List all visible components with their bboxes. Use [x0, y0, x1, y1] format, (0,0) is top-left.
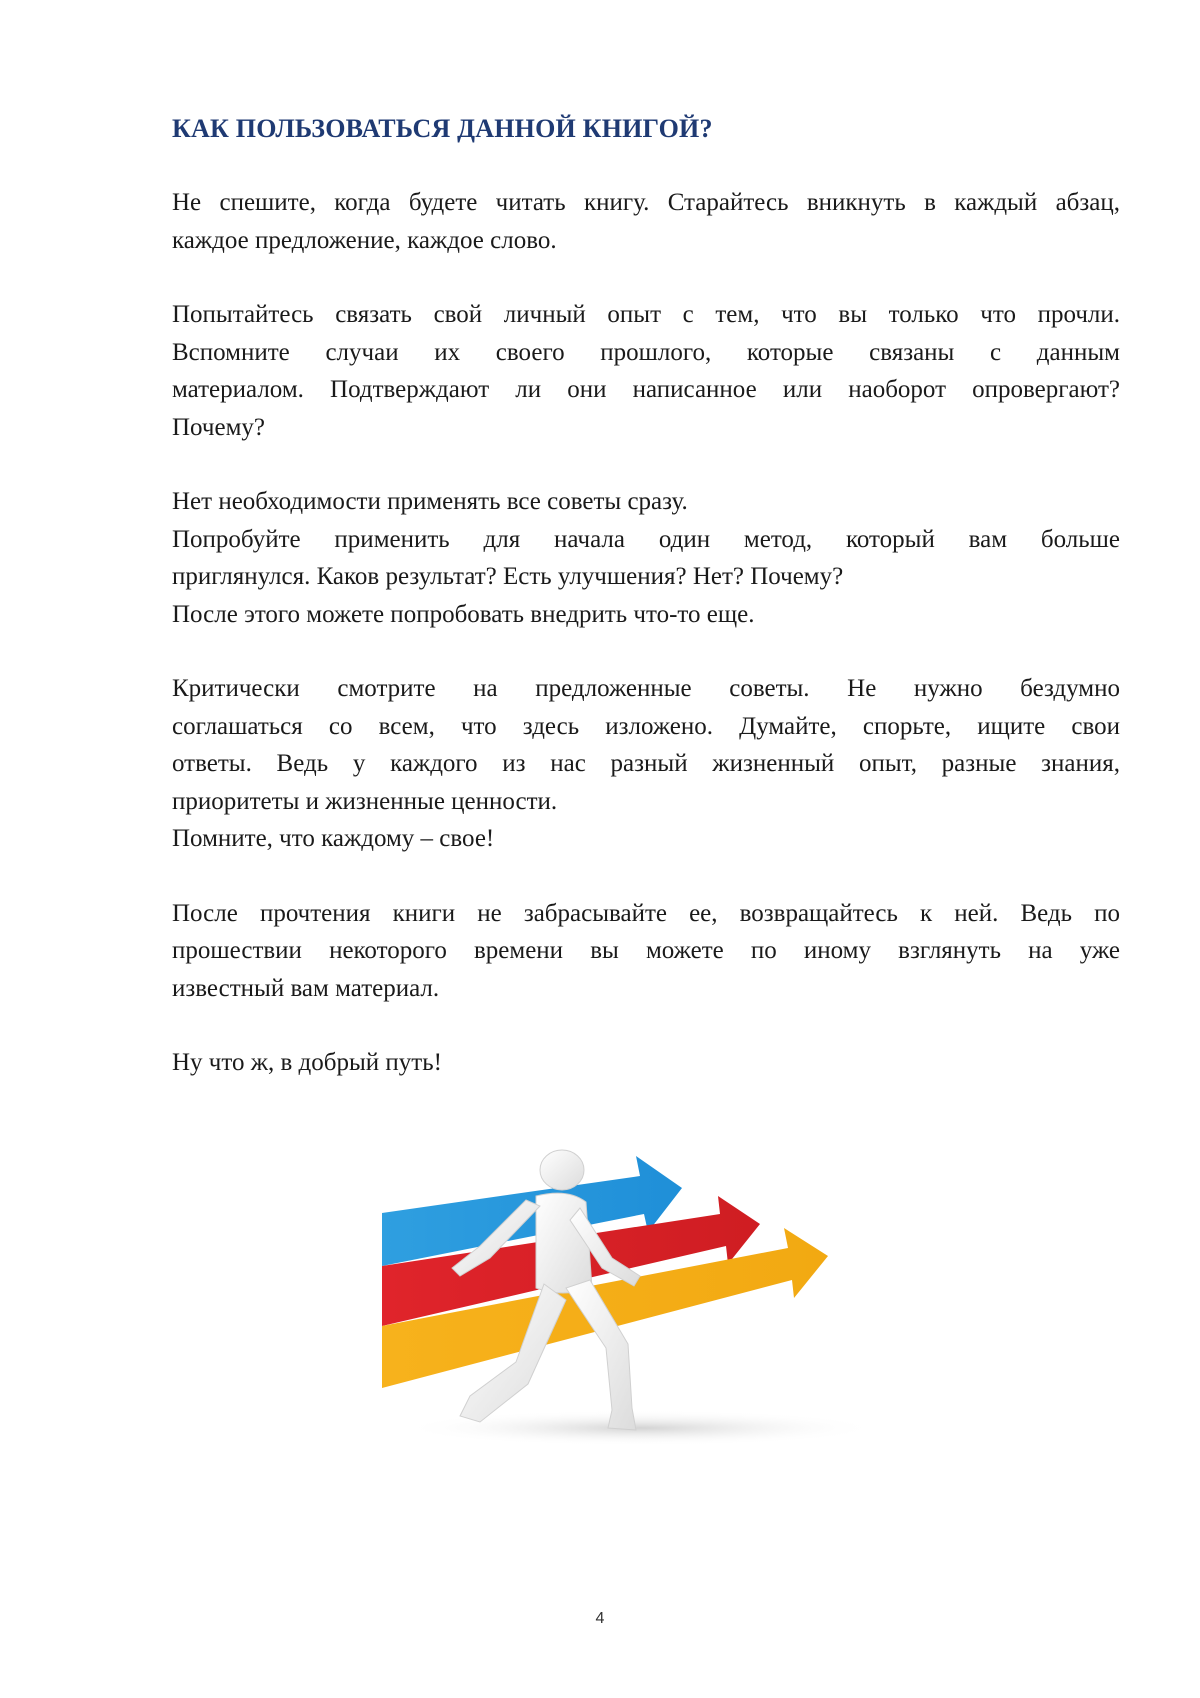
text-line: приоритеты и жизненные ценности. — [172, 787, 558, 815]
text-line: Помните, что каждому – свое! — [172, 825, 495, 852]
text-line: прошествии некоторого времени вы можете по иному взглянуть на уже — [172, 937, 1120, 964]
text-line: материалом. Подтверждают ли они написанное или наоборот опровергают? — [172, 376, 1120, 403]
text-line: соглашаться со всем, что здесь изложено. Думайте, спорьте, ищите свои — [172, 712, 1120, 740]
text-line: Ну что ж, в добрый путь! — [172, 1049, 442, 1076]
paragraph — [172, 1044, 1120, 1082]
text-line: Критически смотрите на предложенные советы. Не нужно бездумно — [172, 675, 1120, 702]
text-line: ответы. Ведь у каждого из нас разный жизненный опыт, разные знания, — [172, 750, 1120, 777]
paragraph — [172, 670, 1120, 858]
text-line: Почему? — [172, 413, 265, 441]
text-line: известный вам материал. — [172, 974, 440, 1002]
paragraph — [172, 184, 1120, 259]
text-line: приглянулся. Каков результат? Есть улучшения? Нет? Почему? — [172, 563, 844, 590]
text-line: После прочтения книги не забрасывайте ее, возвращайтесь к ней. Ведь по — [172, 899, 1120, 927]
page-content — [172, 114, 1120, 1119]
text-line: Нет необходимости применять все советы сразу. — [172, 488, 688, 515]
paragraph — [172, 296, 1120, 446]
page-number: 4 — [595, 1610, 605, 1627]
paragraph — [172, 483, 1120, 633]
text-line: Не спешите, когда будете читать книгу. Старайтесь вникнуть в каждый абзац, — [172, 189, 1120, 216]
text-line: Вспомните случаи их своего прошлого, которые связаны с данным — [172, 338, 1120, 366]
paragraph — [172, 895, 1120, 1008]
text-line: После этого можете попробовать внедрить что-то еще. — [172, 600, 755, 628]
text-line: каждое предложение, каждое слово. — [172, 226, 557, 254]
page-title: КАК ПОЛЬЗОВАТЬСЯ ДАННОЙ КНИГОЙ? — [172, 114, 713, 143]
walking-figure-with-arrows-icon — [340, 1148, 900, 1458]
text-line: Попытайтесь связать свой личный опыт с тем, что вы только что прочли. — [172, 301, 1120, 328]
text-line: Попробуйте применить для начала один метод, который вам больше — [172, 525, 1120, 553]
